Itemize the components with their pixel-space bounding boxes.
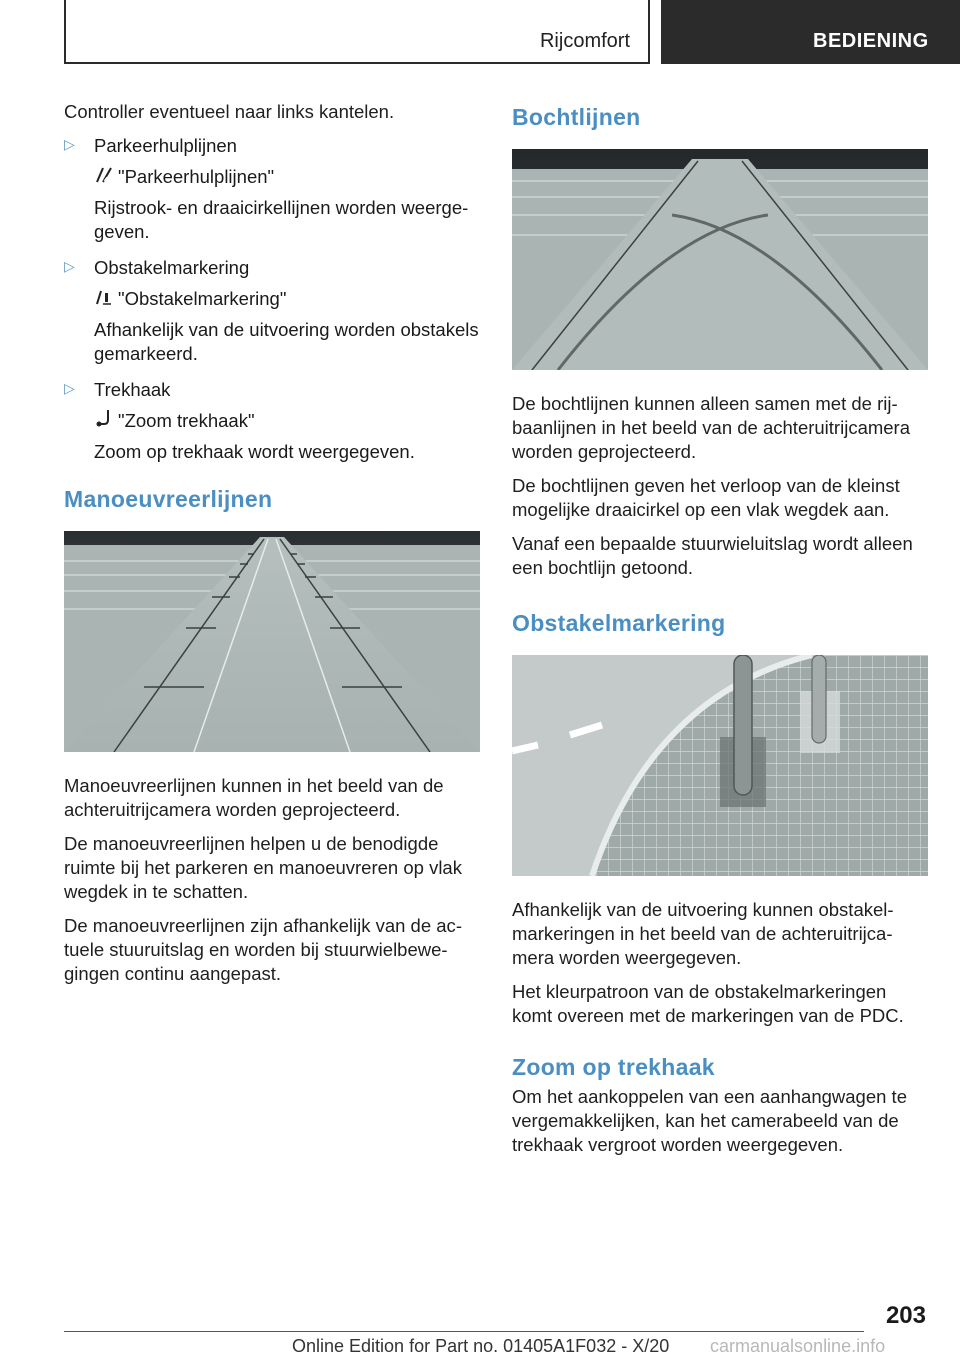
option-list [64, 134, 480, 464]
item-title: Parkeerhulplijnen [94, 135, 237, 156]
manoeuvre-lines-illustration [64, 531, 480, 752]
chapter-tab: BEDIENING [661, 0, 960, 64]
intro-text: Controller eventueel naar links kantelen. [64, 101, 395, 122]
right-column [512, 100, 928, 1167]
triangle-bullet-icon: ▷ [64, 136, 75, 152]
obstacle-marking-icon [94, 286, 118, 312]
menu-item-text: "Zoom trekhaak" [118, 410, 255, 431]
manoeuvre-paragraph: Manoeuvreerlijnen kunnen in het beeld van de achteruitrijcamera worden geprojecteerd. [64, 775, 444, 820]
tow-hitch-icon [94, 408, 118, 434]
obstakelmarkering-illustration [512, 655, 928, 876]
obstakel-paragraph: Het kleurpatroon van de obstakelmarkeringen komt overeen met de markeringen van de PDC. [512, 981, 904, 1026]
item-description: Zoom op trekhaak wordt weergegeven. [94, 441, 415, 462]
obstakel-heading: Obstakelmarkering [512, 610, 726, 636]
left-column [64, 100, 480, 996]
bocht-paragraph: De bochtlijnen geven het verloop van de kleinst mogelijke draaicirkel op een vlak wegdek aan. [512, 475, 900, 520]
page-number: 203 [885, 1302, 926, 1329]
edition-text: Online Edition for Part no. 01405A1F032 - X/20 [292, 1336, 670, 1356]
manoeuvre-paragraph: De manoeuvreerlijnen zijn afhankelijk van de actuele stuuruitslag en worden bij stuurwielbewegingen continu aangepast. [64, 915, 462, 984]
menu-item-text: "Obstakelmarkering" [118, 288, 287, 309]
list-item [64, 378, 480, 464]
zoom-paragraph: Om het aankoppelen van een aanhangwagen te vergemakkelijken, kan het camerabeeld van de trekhaak vergroot worden weergegeven. [512, 1086, 907, 1155]
list-item [64, 134, 480, 244]
parking-lines-icon [94, 164, 118, 190]
item-title: Trekhaak [94, 379, 171, 400]
manoeuvre-paragraph: De manoeuvreerlijnen helpen u de benodigde ruimte bij het parkeren en manoeuvreren op vlak wegdek in te schatten. [64, 833, 462, 902]
bochtlijnen-heading: Bochtlijnen [512, 104, 641, 130]
zoom-heading: Zoom op trekhaak [512, 1054, 715, 1080]
manoeuvre-heading: Manoeuvreerlijnen [64, 486, 273, 512]
triangle-bullet-icon: ▷ [64, 258, 75, 274]
item-description: Afhankelijk van de uitvoering worden obstakels gemarkeerd. [94, 319, 479, 364]
footer-divider [64, 1331, 864, 1332]
watermark-text: carmanualsonline.info [710, 1336, 886, 1356]
bocht-paragraph: De bochtlijnen kunnen alleen samen met de rijbaanlijnen in het beeld van de achteruitrijcamera worden geprojecteerd. [512, 393, 911, 462]
triangle-bullet-icon: ▷ [64, 380, 75, 396]
header-frame [64, 0, 650, 64]
item-title: Obstakelmarkering [94, 257, 250, 278]
item-description: Rijstrook- en draaicirkellijnen worden weergegeven. [94, 197, 469, 242]
list-item [64, 256, 480, 366]
section-title: Rijcomfort [539, 30, 630, 52]
bocht-paragraph: Vanaf een bepaalde stuurwieluitslag wordt alleen een bochtlijn getoond. [512, 533, 913, 578]
menu-item-text: "Parkeerhulplijnen" [118, 166, 275, 187]
obstakel-paragraph: Afhankelijk van de uitvoering kunnen obstakelmarkeringen in het beeld van de achteruitrijcamera worden weergegeven. [512, 899, 894, 968]
bochtlijnen-illustration [512, 149, 928, 370]
